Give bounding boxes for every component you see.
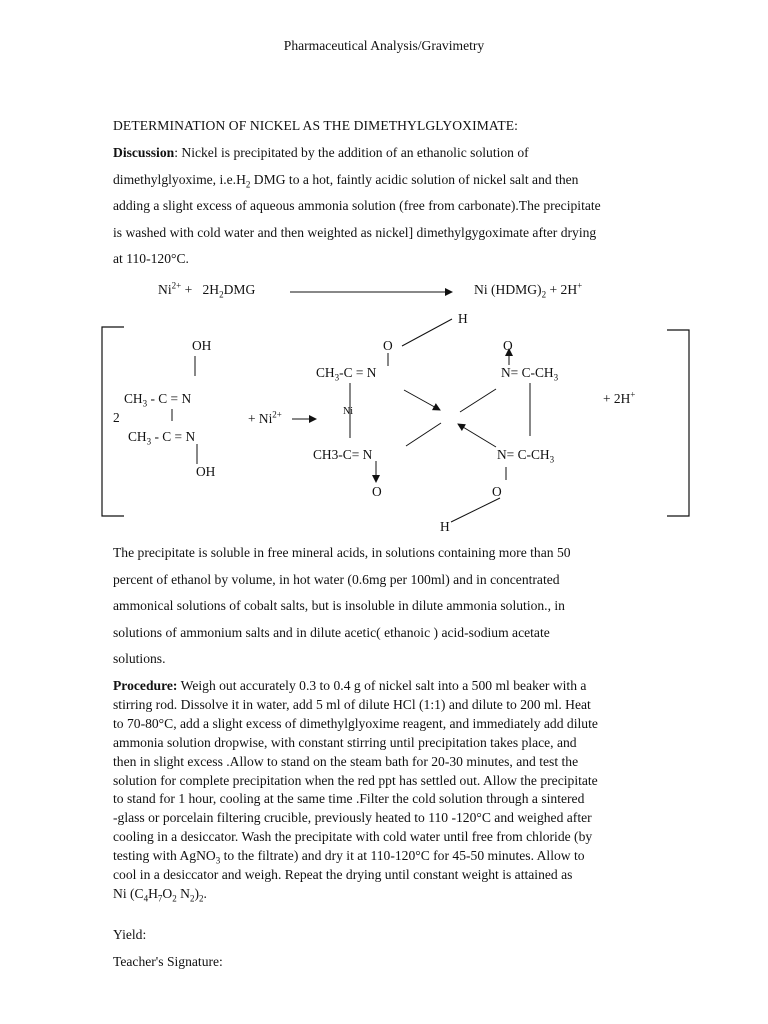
discussion-label: Discussion <box>113 145 175 160</box>
complex-o-top-right: O <box>503 338 513 353</box>
procedure-line-3: to 70-80°C, add a slight excess of dimethylglyoxime reagent, and immediately add dilute <box>113 715 598 731</box>
solubility-paragraph <box>113 540 656 673</box>
discussion-line-5: at 110-120°C. <box>113 251 189 267</box>
procedure-paragraph <box>113 677 656 904</box>
procedure-line-9: cooling in a desiccator. Wash the precipitate with cold water until free from chloride (by <box>113 829 593 845</box>
ni-bond-lower-left <box>406 423 441 446</box>
procedure-line-5: then in slight excess .Allow to stand on the steam bath for 20-30 minutes, and test the <box>113 753 579 769</box>
complex-row-2-left: CH3-C= N <box>313 447 373 462</box>
left-row-2: $CH_3 - C = N$ <box>128 429 196 447</box>
complex-o-bottom-right: O <box>492 484 502 499</box>
procedure-line-4: ammonia solution dropwise, with constant stirring until precipitation takes place, and <box>113 734 577 750</box>
left-oh-top: OH <box>192 338 212 353</box>
solubility-line-3: ammonical solutions of cobalt salts, but is insoluble in dilute ammonia solution., in <box>113 598 565 614</box>
h-top-bond <box>402 319 452 346</box>
equation-product: Ni $(HDMG)_2 + 2H^+$ <box>474 280 583 300</box>
discussion-line-1: Discussion: Nickel is precipitated by the addition of an ethanolic solution of <box>113 145 529 160</box>
yield-label: Yield: <box>113 927 147 942</box>
complex-o-bottom-left: O <box>372 484 382 499</box>
procedure-line-1: Procedure: Weigh out accurately 0.3 to 0.4 g of nickel salt into a 500 ml beaker with a <box>113 678 587 693</box>
discussion-line-4: is washed with cold water and then weighted as nickel] dimethylgygoximate after drying <box>113 224 597 240</box>
procedure-line-2: stirring rod. Dissolve it in water, add 5 ml of dilute HCl (1:1) and dilute to 200 ml. Heat <box>113 696 591 712</box>
page-header: Pharmaceutical Analysis/Gravimetry <box>283 38 485 53</box>
procedure-line-11: cool in a desiccator and weigh. Repeat the drying until constant weight is attained as <box>113 867 573 883</box>
right-term: + 2H+ <box>603 389 636 406</box>
ni-bond-arrow-lower-right <box>458 424 496 447</box>
complex-row-1-left: $CH_3-C = N$ <box>316 365 377 383</box>
solubility-line-5: solutions. <box>113 651 166 667</box>
complex-row-2-right: $N= C-CH_3$ <box>497 447 555 465</box>
procedure-line-6: solution for complete precipitation when the red ppt has settled out. Allow the precipitate <box>113 772 598 788</box>
teacher-signature-label: Teacher's Signature: <box>113 954 223 969</box>
procedure-formula: Ni ($C_4H_7O_2$ $N_2)_2$. <box>113 885 207 904</box>
right-bracket <box>667 330 689 516</box>
procedure-label: Procedure: <box>113 678 178 693</box>
complex-row-1-right: $N= C-CH_3$ <box>501 365 559 383</box>
left-coefficient: 2 <box>113 410 120 425</box>
left-row-1: $CH_3 - C = N$ <box>124 391 192 409</box>
procedure-line-8: -glass or porcelain filtering crucible, previously heated to 110 -120°C and weighed after <box>113 810 592 826</box>
left-oh-bottom: OH <box>196 464 216 479</box>
complex-ni-label: Ni <box>343 406 353 417</box>
solubility-line-4: solutions of ammonium salts and in dilute acetic( ethanoic ) acid-sodium acetate <box>113 624 550 640</box>
equation-left: $Ni^{2+}$ + $2H_2DMG$ <box>158 280 256 300</box>
section-title: DETERMINATION OF NICKEL AS THE DIMETHYLGLYOXIMATE: <box>113 118 518 133</box>
solubility-line-2: percent of ethanol by volume, in hot water (0.6mg per 100ml) and in concentrated <box>113 571 560 587</box>
solubility-line-1: The precipitate is soluble in free mineral acids, in solutions containing more than 50 <box>113 545 571 560</box>
complex-h-top: H <box>458 311 468 326</box>
ni-bond-arrow-upper-left <box>404 390 440 410</box>
discussion-line-2: dimethylglyoxime, $i.e.H_2$ DMG to a hot, faintly acidic solution of nickel salt and then <box>113 171 579 190</box>
plus-ni: + $Ni^{2+}$ <box>248 409 282 426</box>
complex-o-top-left: O <box>383 338 393 353</box>
ni-bond-upper-right <box>460 389 496 412</box>
h-bottom-bond <box>451 498 500 522</box>
procedure-line-7: to stand for 1 hour, cooling at the same time .Filter the cold solution through a sintered <box>113 791 585 807</box>
complex-h-bottom: H <box>440 519 450 534</box>
procedure-line-10: testing with AgNO$_3$ to the filtrate) and dry it at 110-120°C for 45-50 minutes. Allow to <box>113 848 585 866</box>
discussion-line-3: adding a slight excess of aqueous ammonia solution (free from carbonate).The precipitate <box>113 198 601 214</box>
